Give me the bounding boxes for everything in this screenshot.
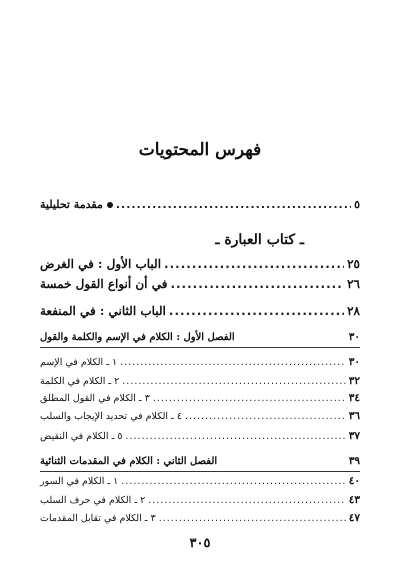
toc-entry-page: ٥ xyxy=(354,198,360,211)
leader-dots xyxy=(170,277,344,291)
leader-dots xyxy=(116,198,351,211)
toc-entry-page: ٣٧ xyxy=(348,430,360,442)
toc-entry-item xyxy=(40,512,360,524)
toc-entry-item xyxy=(40,410,360,422)
toc-entry-item xyxy=(40,494,360,506)
toc-entry-page: ٤٧ xyxy=(348,512,360,524)
bullet-icon xyxy=(107,202,113,208)
section-underline xyxy=(40,347,360,348)
toc-entry-label: الفصل الأول : الكلام في الإسم والكلمة والقول xyxy=(40,332,235,343)
toc-entry-label: ٢ ـ الكلام في حرف السلب xyxy=(40,495,146,506)
toc-entry-item xyxy=(40,392,360,404)
book-title: ـ كتاب العبارة ـ xyxy=(215,232,304,248)
toc-entry-page: ٤٣ xyxy=(348,494,360,506)
toc-entry-label: في أن أنواع القول خمسة xyxy=(40,277,168,291)
toc-entry-item xyxy=(40,356,360,368)
leader-dots xyxy=(121,476,345,487)
toc-entry-label: الباب الثاني : في المنفعة xyxy=(40,304,166,318)
toc-entry-label: ٣ ـ الكلام في القول المطلق xyxy=(40,393,150,404)
toc-entry-label: ١ ـ الكلام في السور xyxy=(40,476,119,487)
leader-dots xyxy=(148,495,345,506)
toc-entry-page: ٢٥ xyxy=(347,257,360,271)
toc-entry-intro xyxy=(40,198,360,211)
toc-entry-label: ٤ ـ الكلام في تحديد الإيجاب والسلب xyxy=(40,411,182,422)
section-underline xyxy=(40,471,360,472)
toc-entry-page: ٣٤ xyxy=(348,392,360,404)
leader-dots xyxy=(169,304,344,318)
leader-dots xyxy=(159,513,346,524)
toc-entry-label: ٥ ـ الكلام في النقيض xyxy=(40,431,123,442)
toc-entry-page: ٣٠ xyxy=(348,356,360,368)
leader-dots xyxy=(164,257,344,271)
toc-entry-label: مقدمة تحليلية xyxy=(40,198,113,211)
toc-entry-page: ٤٠ xyxy=(348,475,360,487)
toc-entry-page: ٣٠ xyxy=(348,331,360,343)
page-title: فهرس المحتويات xyxy=(138,140,262,160)
toc-entry-item xyxy=(40,375,360,387)
toc-entry-label: ٣ ـ الكلام في تقابل المقدمات xyxy=(40,513,156,524)
toc-entry-page: ٣٦ xyxy=(348,410,360,422)
toc-entry-section xyxy=(40,455,360,467)
toc-entry-page: ٢٦ xyxy=(347,277,360,291)
toc-entry-label: ١ ـ الكلام في الإسم xyxy=(40,357,118,368)
toc-entry-label: الباب الأول : في الغرض xyxy=(40,257,162,271)
toc-entry-page: ٣٢ xyxy=(348,375,360,387)
page-number: ٣٠٥ xyxy=(189,536,211,551)
toc-entry-chapter xyxy=(40,277,360,291)
leader-dots xyxy=(125,431,345,442)
toc-entry-section xyxy=(40,331,360,343)
toc-entry-item xyxy=(40,430,360,442)
toc-entry-chapter xyxy=(40,304,360,318)
toc-entry-label: الفصل الثاني : الكلام في المقدمات الثنائية xyxy=(40,456,218,467)
leader-dots xyxy=(185,411,346,422)
leader-dots xyxy=(153,393,346,404)
leader-dots xyxy=(122,376,345,387)
toc-entry-page: ٢٨ xyxy=(347,304,360,318)
toc-entry-item xyxy=(40,475,360,487)
toc-entry-chapter xyxy=(40,257,360,271)
toc-entry-label: ٢ ـ الكلام في الكلمة xyxy=(40,376,120,387)
toc-entry-page: ٣٩ xyxy=(348,455,360,467)
leader-dots xyxy=(120,357,346,368)
